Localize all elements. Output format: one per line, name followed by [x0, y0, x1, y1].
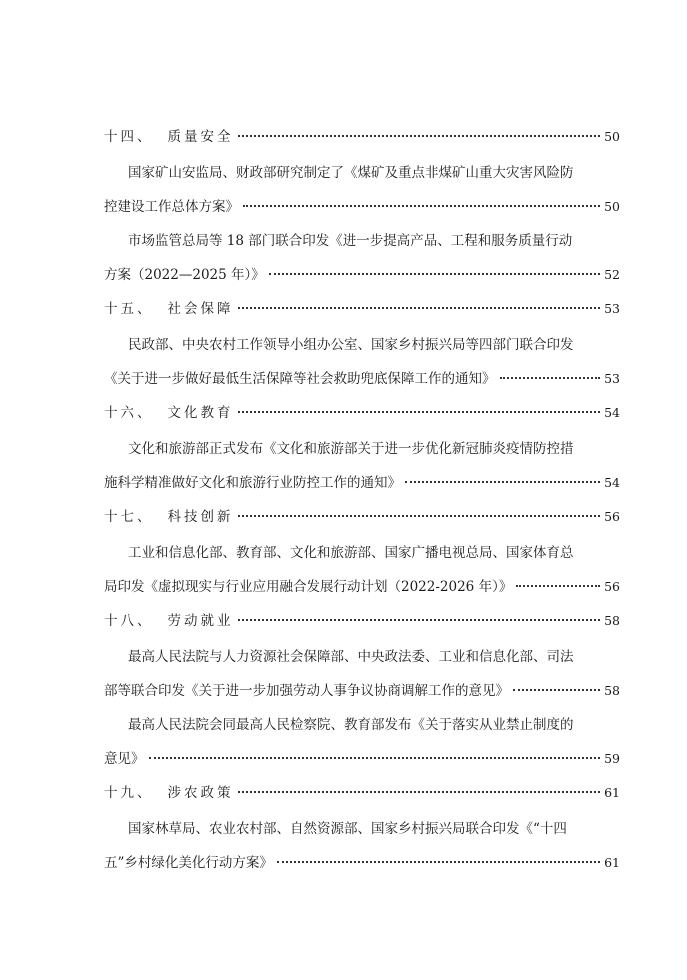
page-number: 50	[604, 199, 620, 214]
dot-leader	[238, 410, 601, 413]
entry-line-2: 局印发《虚拟现实与行业应用融合发展行动计划（2022-2026 年）》	[104, 579, 513, 595]
section-number: 十五、	[104, 301, 154, 317]
toc-section-17[interactable]	[104, 504, 620, 540]
dot-leader	[238, 134, 601, 137]
entry-line-1: 最高人民法院与人力资源社会保障部、中央政法委、工业和信息化部、司法	[128, 649, 574, 665]
page-number: 54	[604, 475, 620, 490]
entry-line-2: 部等联合印发《关于进一步加强劳动人事争议协商调解工作的意见》	[104, 683, 509, 699]
section-title: 科技创新	[167, 509, 234, 525]
toc-section-14[interactable]	[104, 124, 620, 160]
page-number: 61	[604, 785, 620, 800]
page-number: 53	[604, 371, 620, 386]
entry-line-1: 文化和旅游部正式发布《文化和旅游部关于进一步优化新冠肺炎疫情防控措	[128, 441, 574, 457]
dot-leader	[405, 480, 600, 483]
toc-entry[interactable]	[104, 644, 620, 712]
section-number: 十七、	[104, 509, 154, 525]
toc-section-15[interactable]	[104, 296, 620, 332]
page-number: 56	[604, 509, 620, 524]
toc-section-18[interactable]	[104, 608, 620, 644]
page-number: 53	[604, 301, 620, 316]
dot-leader	[516, 584, 600, 587]
dot-leader	[149, 756, 601, 759]
page-number: 50	[604, 129, 620, 144]
toc-entry[interactable]	[104, 160, 620, 228]
section-title: 社会保障	[167, 301, 234, 317]
entry-line-2: 意见》	[104, 751, 145, 767]
table-of-contents	[104, 124, 620, 884]
page-number: 56	[604, 579, 620, 594]
dot-leader	[513, 688, 600, 691]
toc-entry[interactable]	[104, 816, 620, 884]
entry-line-2: 方案（2022—2025 年）》	[104, 267, 265, 283]
entry-line-1: 民政部、中央农村工作领导小组办公室、国家乡村振兴局等四部门联合印发	[128, 337, 574, 353]
section-number: 十六、	[104, 405, 154, 421]
dot-leader	[238, 618, 601, 621]
page-number: 58	[604, 683, 620, 698]
entry-line-1: 最高人民法院会同最高人民检察院、教育部发布《关于落实从业禁止制度的	[128, 717, 574, 733]
toc-entry[interactable]	[104, 228, 620, 296]
entry-line-1: 国家矿山安监局、财政部研究制定了《煤矿及重点非煤矿山重大灾害风险防	[128, 165, 574, 181]
dot-leader	[277, 860, 600, 863]
toc-entry[interactable]	[104, 436, 620, 504]
page-number: 61	[604, 855, 620, 870]
dot-leader	[238, 790, 601, 793]
dot-leader	[238, 306, 601, 309]
page-number: 58	[604, 613, 620, 628]
entry-line-2: 施科学精准做好文化和旅游行业防控工作的通知》	[104, 475, 401, 491]
toc-entry[interactable]	[104, 332, 620, 400]
section-title: 文化教育	[167, 405, 234, 421]
toc-entry[interactable]	[104, 712, 620, 780]
dot-leader	[243, 204, 600, 207]
section-title: 质量安全	[167, 129, 234, 145]
dot-leader	[269, 272, 600, 275]
section-title: 劳动就业	[167, 613, 234, 629]
toc-section-19[interactable]	[104, 780, 620, 816]
section-number: 十四、	[104, 129, 154, 145]
page-number: 59	[604, 751, 620, 766]
entry-line-1: 市场监管总局等 18 部门联合印发《进一步提高产品、工程和服务质量行动	[128, 233, 573, 249]
entry-line-1: 国家林草局、农业农村部、自然资源部、国家乡村振兴局联合印发《“十四	[128, 821, 567, 837]
entry-line-2: 五”乡村绿化美化行动方案》	[104, 855, 273, 871]
section-number: 十九、	[104, 785, 154, 801]
section-number: 十八、	[104, 613, 154, 629]
entry-line-2: 控建设工作总体方案》	[104, 199, 239, 215]
toc-entry[interactable]	[104, 540, 620, 608]
dot-leader	[500, 376, 601, 379]
entry-line-2: 《关于进一步做好最低生活保障等社会救助兜底保障工作的通知》	[104, 371, 496, 387]
page-number: 52	[604, 267, 620, 282]
dot-leader	[238, 514, 601, 517]
page-number: 54	[604, 405, 620, 420]
entry-line-1: 工业和信息化部、教育部、文化和旅游部、国家广播电视总局、国家体育总	[128, 545, 574, 561]
toc-section-16[interactable]	[104, 400, 620, 436]
section-title: 涉农政策	[167, 785, 234, 801]
